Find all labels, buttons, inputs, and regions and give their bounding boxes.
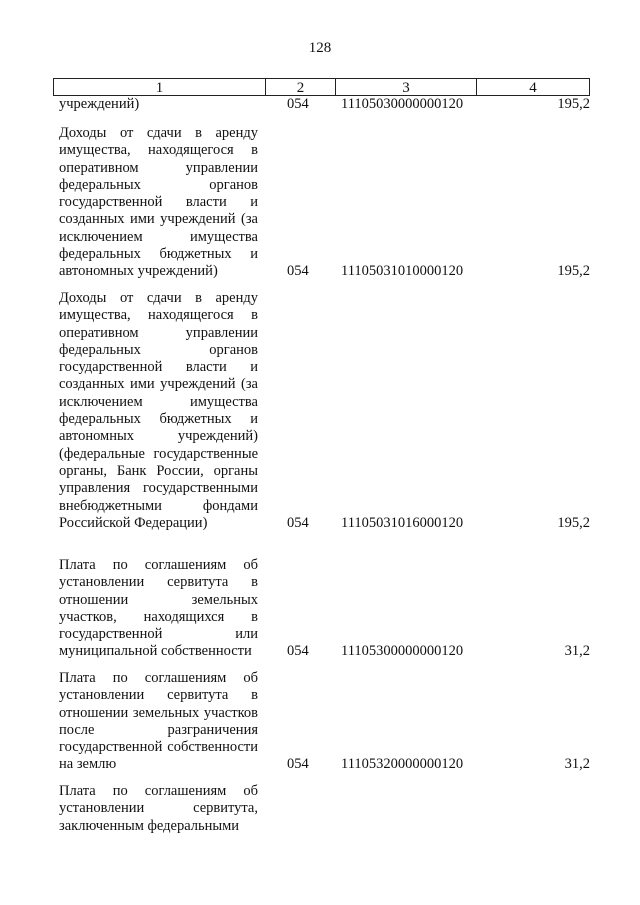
row-admin-code: 054 — [287, 756, 309, 773]
row-admin-code: 054 — [287, 514, 309, 531]
row-budget-code: 11105031016000120 — [341, 514, 464, 531]
row-description: Плата по соглашениям об установлении сервитута в отношении земельных участков после разграничения государственной собственности на землю — [59, 670, 258, 773]
row-description: Доходы от сдачи в аренду имущества, находящегося в оперативном управлении федеральных органов государственной власти и созданных ими учреждений (за исключением имущества федеральных бюджетных и автономных учреждений) (федеральные государственные органы, Банк России, органы управления государственными внебюджетными фондами Российской Федерации) — [59, 290, 258, 531]
row-admin-code: 054 — [287, 263, 309, 280]
row-budget-code: 11105320000000120 — [341, 756, 464, 773]
table-row — [59, 96, 590, 113]
row-amount: 31,2 — [564, 643, 590, 660]
table-row — [59, 783, 590, 835]
row-amount: 31,2 — [564, 756, 590, 773]
row-description: учреждений) — [59, 96, 140, 112]
page-number: 128 — [308, 40, 332, 56]
row-admin-code: 054 — [287, 96, 309, 112]
row-budget-code: 11105030000000120 — [341, 96, 464, 112]
row-admin-code: 054 — [287, 643, 309, 660]
header-col-1: 1 — [54, 79, 266, 95]
row-amount: 195,2 — [557, 96, 590, 112]
table-row — [59, 557, 590, 661]
row-description: Доходы от сдачи в аренду имущества, находящегося в оперативном управлении федеральных органов государственной власти и созданных ими учреждений (за исключением имущества федеральных бюджетных и автономных учреждений) — [59, 125, 258, 280]
header-col-2: 2 — [266, 79, 336, 95]
table-row — [59, 670, 590, 774]
table-row — [59, 290, 590, 532]
row-budget-code: 11105300000000120 — [341, 643, 464, 660]
table-row — [59, 125, 590, 281]
row-description: Плата по соглашениям об установлении сервитута в отношении земельных участков, находящихся в государственной или муниципальной собственности — [59, 557, 258, 660]
table-header — [53, 78, 590, 96]
row-amount: 195,2 — [557, 263, 590, 280]
row-description: Плата по соглашениям об установлении сервитута, заключенным федеральными — [59, 783, 258, 834]
header-col-4: 4 — [529, 80, 537, 96]
row-amount: 195,2 — [557, 514, 590, 531]
row-budget-code: 11105031010000120 — [341, 263, 464, 280]
header-col-3: 3 — [336, 79, 477, 95]
